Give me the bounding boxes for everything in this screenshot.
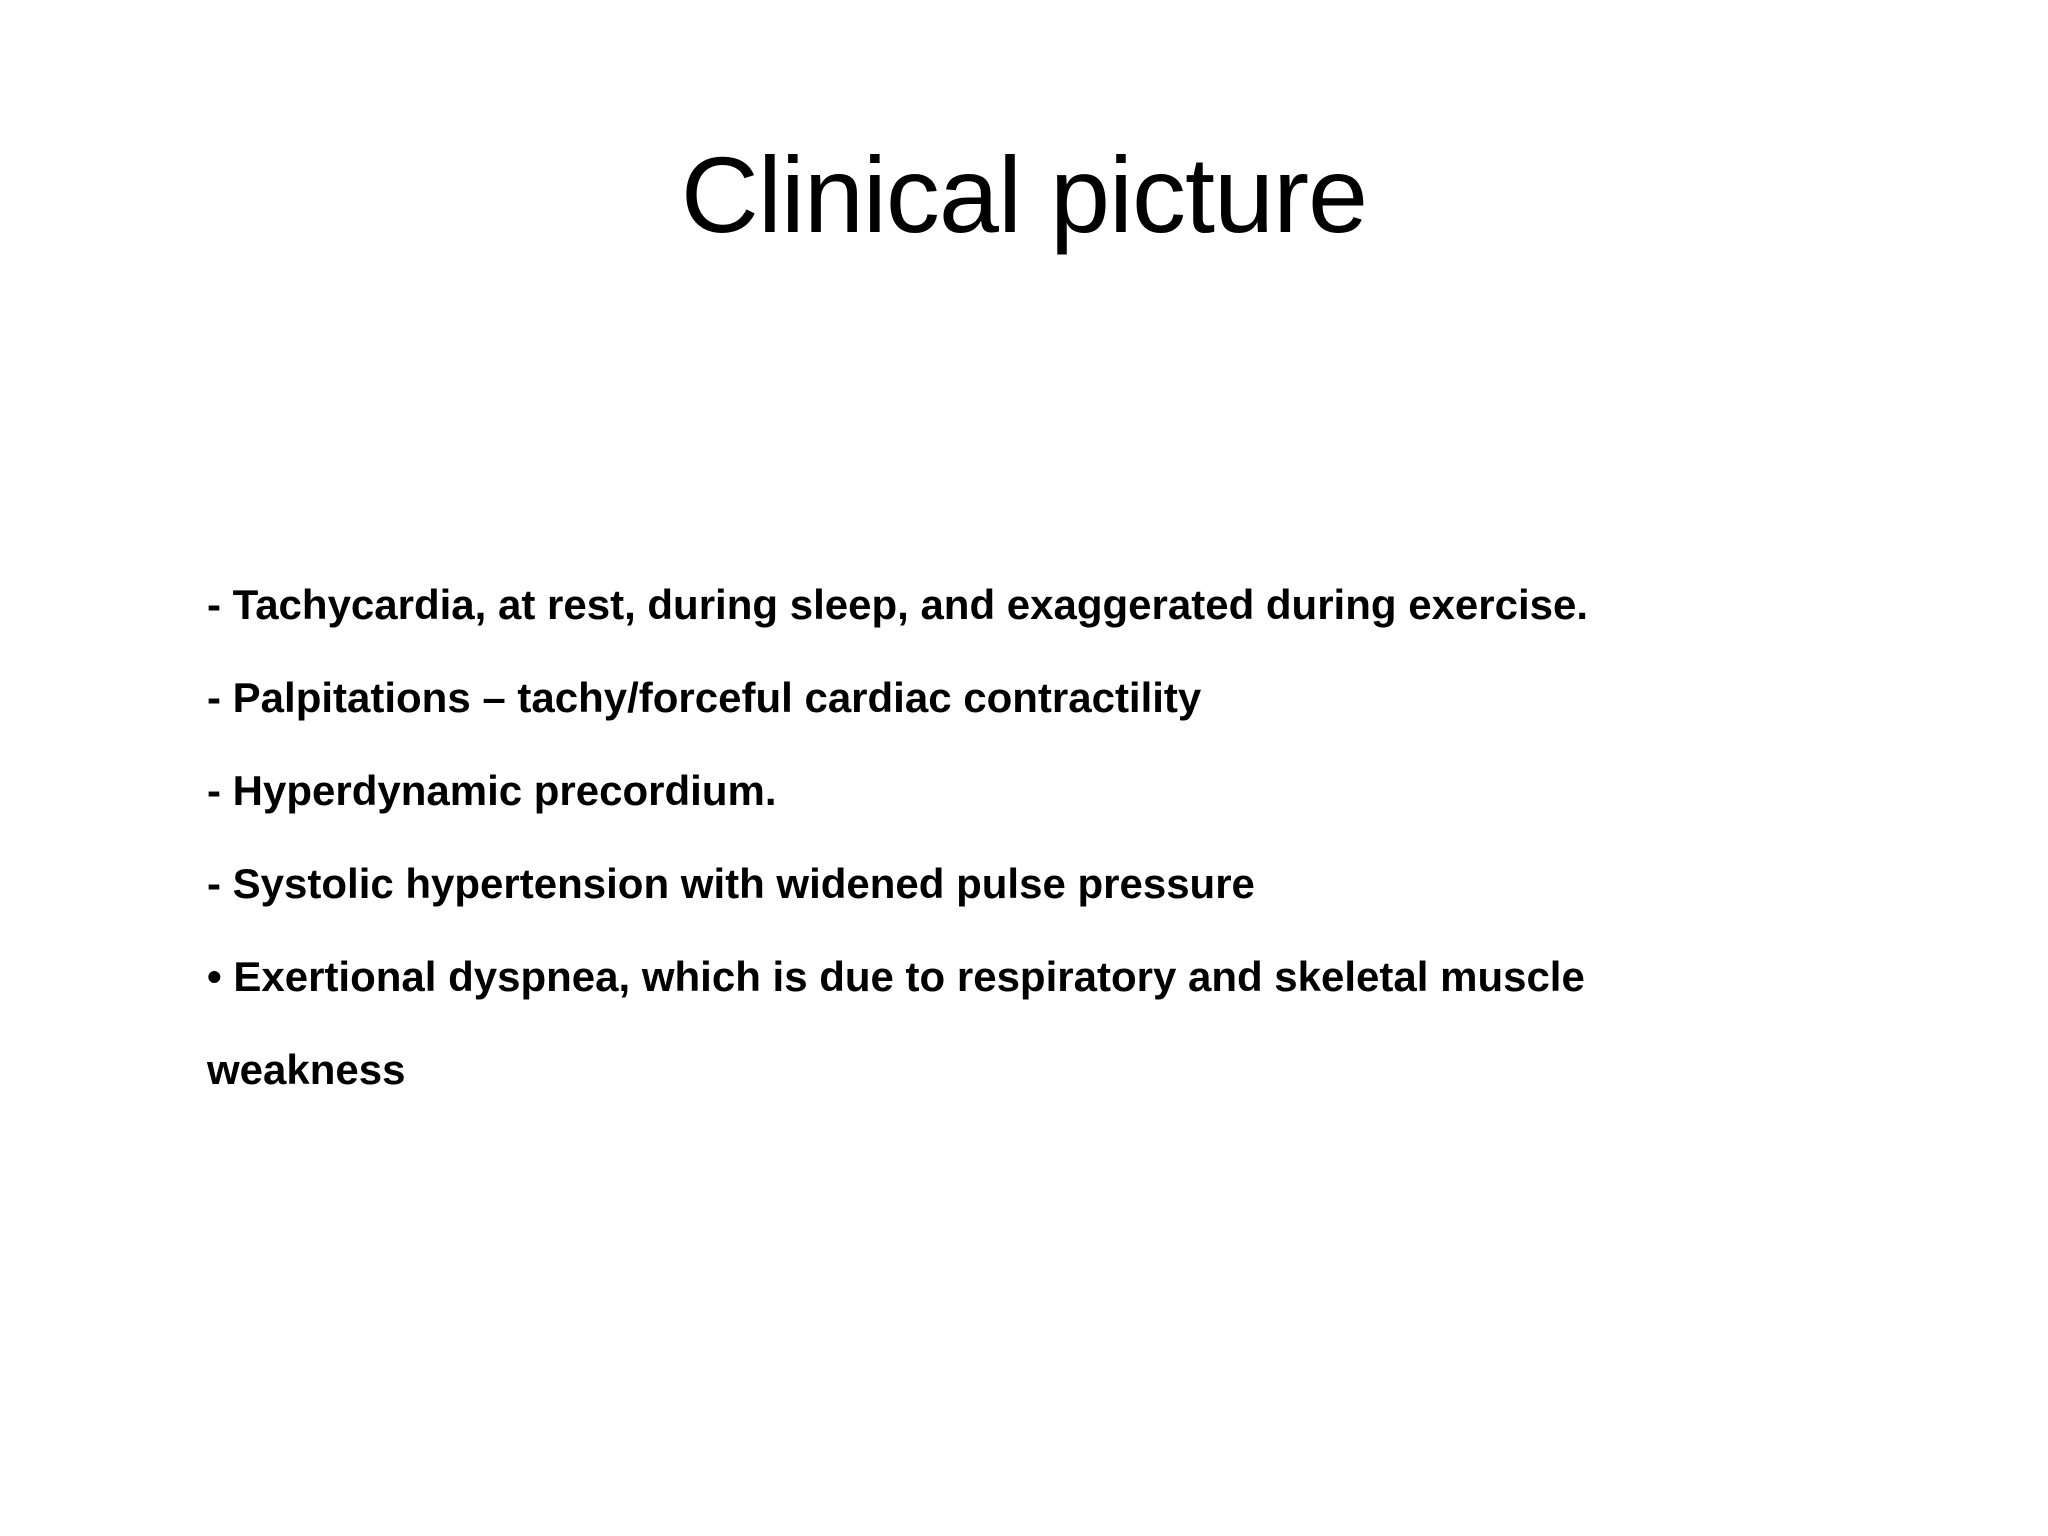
list-item: - Palpitations – tachy/forceful cardiac contractility	[207, 674, 1202, 721]
list-item: - Tachycardia, at rest, during sleep, and exaggerated during exercise.	[207, 581, 1589, 628]
content-list	[207, 558, 1827, 1116]
list-item-continuation: weakness	[207, 1046, 406, 1093]
list-item: • Exertional dyspnea, which is due to respiratory and skeletal muscle	[207, 953, 1585, 1000]
list-item: - Hyperdynamic precordium.	[207, 767, 777, 814]
slide-title: Clinical picture	[680, 134, 1368, 255]
list-item: - Systolic hypertension with widened pulse pressure	[207, 860, 1255, 907]
